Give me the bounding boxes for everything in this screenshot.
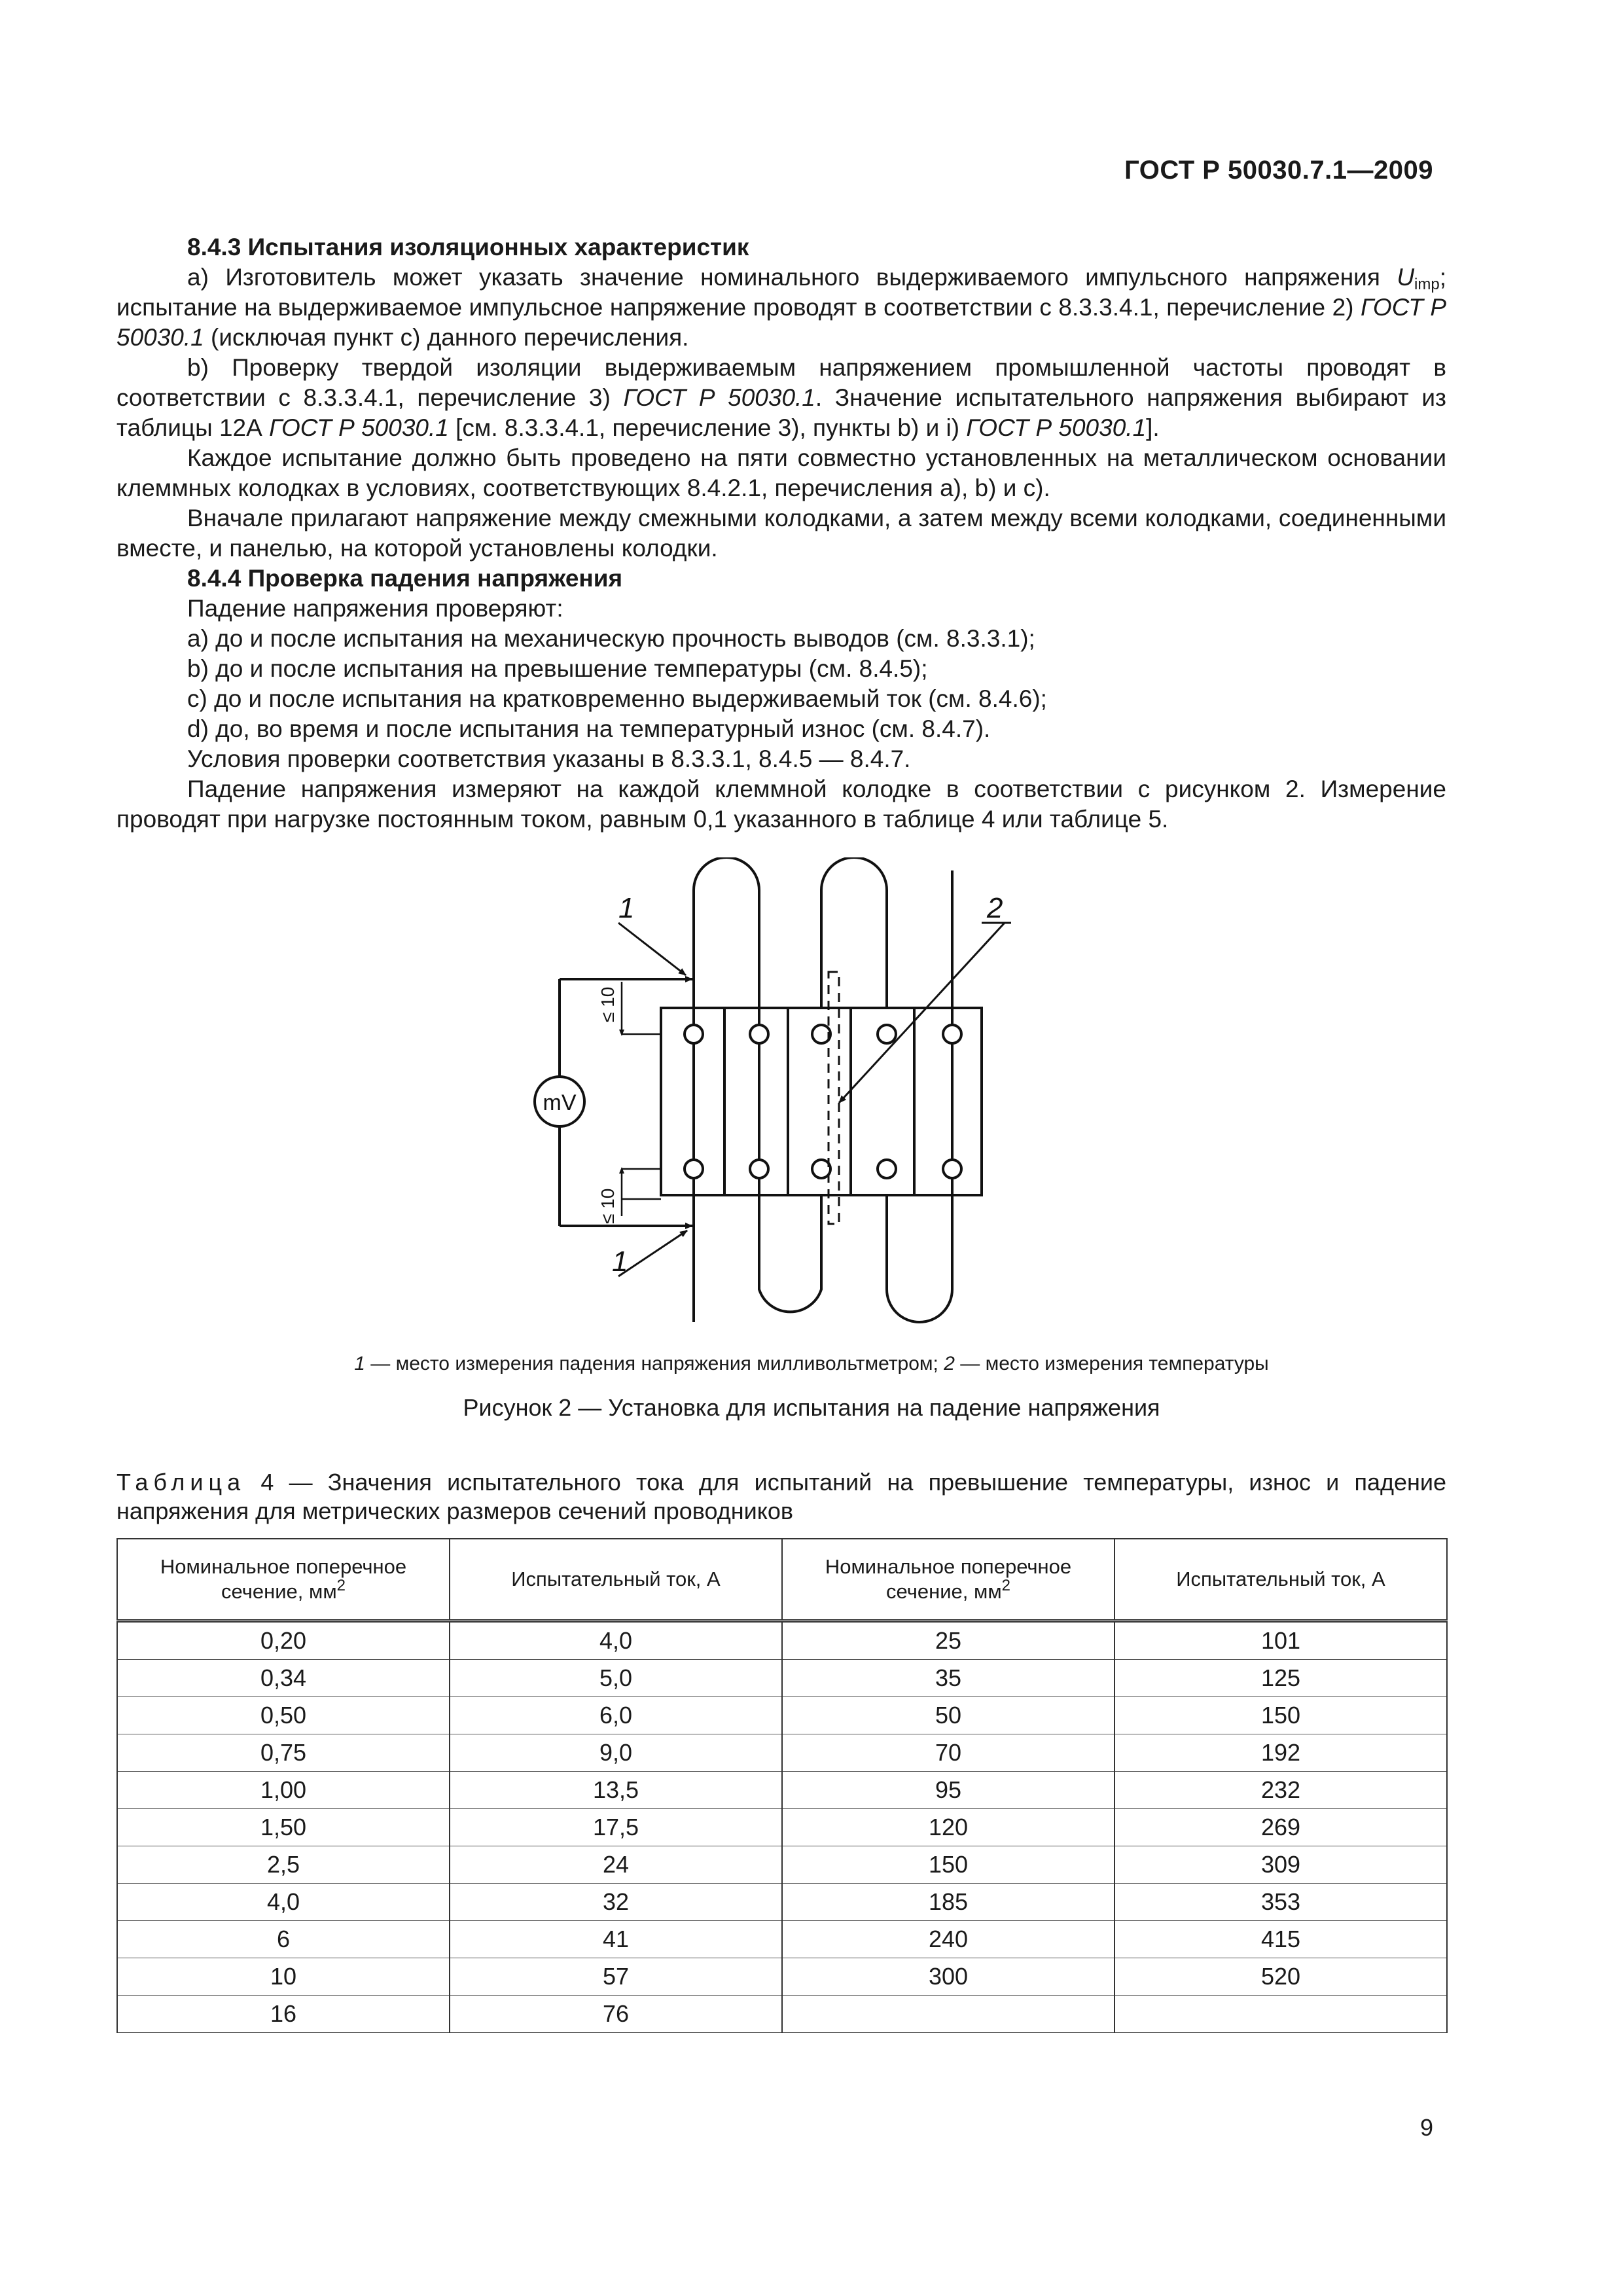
millivoltmeter-label: mV xyxy=(543,1090,577,1115)
table-row xyxy=(117,1734,1447,1772)
table-cell: 269 xyxy=(1115,1809,1447,1846)
conductor-loop-bottom-left xyxy=(759,1195,821,1312)
terminal-screw xyxy=(943,1025,961,1043)
table-cell: 57 xyxy=(450,1958,782,1996)
table-cell: 17,5 xyxy=(450,1809,782,1846)
table-cell: 101 xyxy=(1115,1621,1447,1660)
page-number: 9 xyxy=(1419,2114,1433,2141)
paragraph-b: b) Проверку твердой изоляции выдерживаемым напряжением промышленной частоты проводят в соответствии с 8.3.3.4.1, перечисление 3) ГОСТ Р 50030.1. Значение испытательного напряжения выбирают из таблицы 12А ГОСТ Р 50030.1 [см. 8.3.3.4.1, перечисление 3), пункты b) и i) ГОСТ Р 50030.1]. xyxy=(116,354,1446,441)
table-cell: 13,5 xyxy=(450,1772,782,1809)
list-item: а) до и после испытания на механическую прочность выводов (см. 8.3.3.1); xyxy=(187,625,1035,652)
table-cell xyxy=(782,1996,1115,2033)
figure-caption: Рисунок 2 — Установка для испытания на падение напряжения xyxy=(463,1394,1160,1421)
table-header-row: Номинальное поперечное сечение, $мм^2$ Испытательный ток, А Номинальное поперечное сечение, $мм^2$ Испытательный ток, А xyxy=(117,1539,1447,1621)
figure-legend: 1 — место измерения падения напряжения милливольтметром; 2 — место измерения температуры xyxy=(354,1353,1269,1374)
terminal-screw xyxy=(685,1025,703,1043)
table-cell: 0,20 xyxy=(117,1621,450,1660)
table-cell: 35 xyxy=(782,1660,1115,1697)
table-cell: 16 xyxy=(117,1996,450,2033)
label-1-top: 1 xyxy=(618,892,635,924)
table-cell: 5,0 xyxy=(450,1660,782,1697)
figure-2-diagram xyxy=(510,857,1047,1342)
dimension-label-bottom: ≤ 10 xyxy=(597,1188,618,1224)
temperature-point-outline xyxy=(829,972,839,1224)
paragraph-conditions: Условия проверки соответствия указаны в 8.3.3.1, 8.4.5 — 8.4.7. xyxy=(187,745,911,772)
table-cell: 4,0 xyxy=(450,1621,782,1660)
column-header: Испытательный ток, А xyxy=(450,1539,782,1621)
document-header: ГОСТ Р 50030.7.1—2009 xyxy=(1124,156,1433,185)
conductor-loop-top-left xyxy=(694,857,759,1195)
table-caption: Таблица 4 — Значения испытательного тока для испытаний на превышение температуры, износ и падение напряжения для метрических размеров сечений проводников xyxy=(116,1469,1446,1524)
terminal-screw xyxy=(750,1025,768,1043)
table-cell: 76 xyxy=(450,1996,782,2033)
label-1-bottom: 1 xyxy=(612,1246,628,1278)
column-header: Испытательный ток, А xyxy=(1115,1539,1447,1621)
table-row xyxy=(117,1884,1447,1921)
table-cell: 95 xyxy=(782,1772,1115,1809)
table-cell: 32 xyxy=(450,1884,782,1921)
table-cell: 10 xyxy=(117,1958,450,1996)
list-item: с) до и после испытания на кратковременно выдерживаемый ток (см. 8.4.6); xyxy=(187,685,1047,712)
table-row xyxy=(117,1846,1447,1884)
terminal-screw xyxy=(685,1160,703,1178)
table-row xyxy=(117,1697,1447,1734)
table-cell: 309 xyxy=(1115,1846,1447,1884)
table-row xyxy=(117,1772,1447,1809)
list-item: d) до, во время и после испытания на температурный износ (см. 8.4.7). xyxy=(187,715,991,742)
table-cell: 300 xyxy=(782,1958,1115,1996)
section-heading-8-4-3: 8.4.3 Испытания изоляционных характеристик xyxy=(187,234,749,260)
body-text xyxy=(116,232,1446,834)
table-cell: 0,75 xyxy=(117,1734,450,1772)
table-cell: 24 xyxy=(450,1846,782,1884)
table-cell: 240 xyxy=(782,1921,1115,1958)
table-row xyxy=(117,1958,1447,1996)
table-cell: 125 xyxy=(1115,1660,1447,1697)
table-row xyxy=(117,1921,1447,1958)
table-row xyxy=(117,1996,1447,2033)
column-header: Номинальное поперечное сечение, мм xyxy=(825,1555,1072,1603)
paragraph-a: а) Изготовитель может указать значение номинального выдерживаемого импульсного напряжения $U_{imp}$; испытание на выдерживаемое импульсное напряжение проводят в соответствии с 8.3.3.4.1, перечисление 2) ГОСТ Р 50030.1 (исключая пункт с) данного перечисления. xyxy=(116,264,1447,351)
table-cell: 0,50 xyxy=(117,1697,450,1734)
test-setup-schematic xyxy=(510,857,1047,1342)
leader-1-top xyxy=(618,923,686,975)
table-cell: 520 xyxy=(1115,1958,1447,1996)
table-cell: 2,5 xyxy=(117,1846,450,1884)
table-cell xyxy=(1115,1996,1447,2033)
conductor-loop-bottom-right xyxy=(887,1008,952,1322)
table-cell: 50 xyxy=(782,1697,1115,1734)
conductor-loop-top-right xyxy=(821,857,887,1008)
table-cell: 232 xyxy=(1115,1772,1447,1809)
table-cell: 185 xyxy=(782,1884,1115,1921)
table-cell: 0,34 xyxy=(117,1660,450,1697)
table-cell: 150 xyxy=(782,1846,1115,1884)
terminal-screw xyxy=(878,1160,896,1178)
list-item: b) до и после испытания на превышение температуры (см. 8.4.5); xyxy=(187,655,928,682)
table-cell: 1,50 xyxy=(117,1809,450,1846)
paragraph-measurement: Падение напряжения измеряют на каждой клеммной колодке в соответствии с рисунком 2. Измерение проводят при нагрузке постоянным током, равным 0,1 указанного в таблице 4 или таблице 5. xyxy=(116,776,1446,833)
table-row xyxy=(117,1621,1447,1660)
table-cell: 6,0 xyxy=(450,1697,782,1734)
table-cell: 41 xyxy=(450,1921,782,1958)
table-cell: 150 xyxy=(1115,1697,1447,1734)
test-current-table xyxy=(116,1538,1448,2033)
table-cell: 25 xyxy=(782,1621,1115,1660)
dimension-label-top: ≤ 10 xyxy=(597,986,618,1022)
terminal-screw xyxy=(943,1160,961,1178)
section-heading-8-4-4: 8.4.4 Проверка падения напряжения xyxy=(187,565,623,592)
table-cell: 192 xyxy=(1115,1734,1447,1772)
leader-1-bottom xyxy=(618,1230,687,1276)
column-header: Номинальное поперечное сечение, мм xyxy=(160,1555,407,1603)
leader-2 xyxy=(839,923,1005,1103)
table-cell: 353 xyxy=(1115,1884,1447,1921)
terminal-screw xyxy=(750,1160,768,1178)
paragraph-voltage-application: Вначале прилагают напряжение между смежными колодками, а затем между всеми колодками, соединенными вместе, и панелью, на которой установлены колодки. xyxy=(116,505,1446,562)
paragraph-intro: Падение напряжения проверяют: xyxy=(187,595,563,622)
table-cell: 9,0 xyxy=(450,1734,782,1772)
table-cell: 70 xyxy=(782,1734,1115,1772)
label-2: 2 xyxy=(987,892,1003,924)
table-cell: 6 xyxy=(117,1921,450,1958)
table-cell: 4,0 xyxy=(117,1884,450,1921)
table-row xyxy=(117,1660,1447,1697)
terminal-screw xyxy=(878,1025,896,1043)
table-row xyxy=(117,1809,1447,1846)
table-cell: 415 xyxy=(1115,1921,1447,1958)
paragraph-test-conditions: Каждое испытание должно быть проведено на пяти совместно установленных на металлическом основании клеммных колодках в условиях, соответствующих 8.4.2.1, перечисления а), b) и с). xyxy=(116,444,1446,501)
table-cell: 120 xyxy=(782,1809,1115,1846)
table-cell: 1,00 xyxy=(117,1772,450,1809)
